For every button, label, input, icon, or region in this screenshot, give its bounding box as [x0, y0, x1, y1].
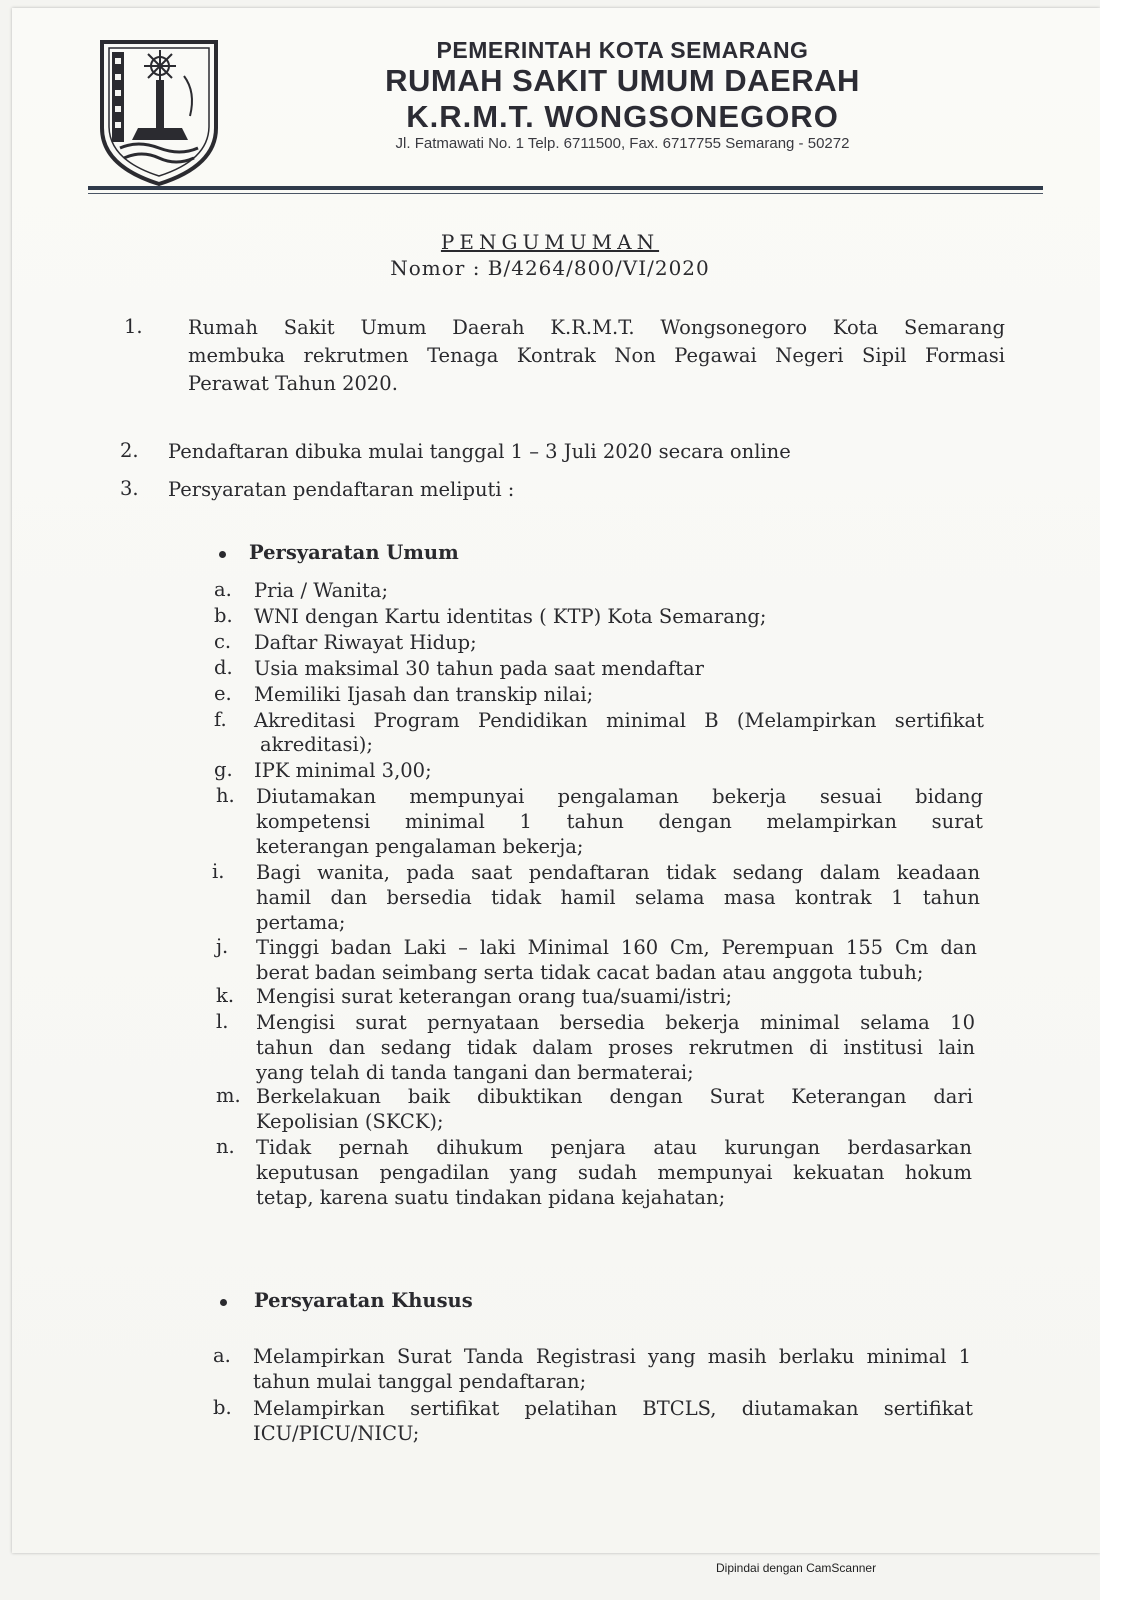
hospital-address: Jl. Fatmawati No. 1 Telp. 6711500, Fax. 6717755 Semarang - 50272	[395, 135, 850, 152]
announcement-title: PENGUMUMAN	[440, 230, 660, 254]
requirement-line: Mengisi surat keterangan orang tua/suami/istri;	[256, 985, 733, 1008]
special-requirements-heading: Persyaratan Khusus	[254, 1289, 473, 1312]
item-letter: g.	[214, 758, 233, 781]
point-number: 2.	[120, 439, 139, 462]
item-letter: e.	[214, 682, 232, 705]
announcement-number: Nomor : B/4264/800/VI/2020	[390, 256, 710, 280]
requirement-line: Tidak pernah dihukum penjara atau kurungan berdasarkan	[256, 1136, 972, 1159]
requirement-line: hamil dan bersedia tidak hamil selama masa kontrak 1 tahun	[256, 886, 980, 909]
requirement-line: Berkelakuan baik dibuktikan dengan Surat Keterangan dari	[256, 1085, 973, 1108]
requirement-line: Memiliki Ijasah dan transkip nilai;	[254, 683, 594, 706]
requirement-line: Bagi wanita, pada saat pendaftaran tidak sedang dalam keadaan	[256, 861, 980, 884]
page-edge	[1100, 0, 1130, 1600]
point-number: 3.	[120, 477, 139, 500]
requirement-line: ICU/PICU/NICU;	[253, 1422, 420, 1445]
letterhead-rule-thin	[88, 193, 1043, 194]
requirement-line: Kepolisian (SKCK);	[256, 1110, 444, 1133]
item-letter: d.	[214, 656, 233, 679]
hospital-type: RUMAH SAKIT UMUM DAERAH	[385, 63, 860, 98]
requirement-line: keputusan pengadilan yang sudah mempunyai kekuatan hokum	[256, 1161, 972, 1184]
item-letter: i.	[212, 860, 225, 883]
item-letter: a.	[214, 578, 232, 601]
requirement-line: Akreditasi Program Pendidikan minimal B (Melampirkan sertifikat	[254, 709, 984, 732]
requirement-line: tahun mulai tanggal pendaftaran;	[253, 1370, 587, 1393]
requirement-line: kompetensi minimal 1 tahun dengan melampirkan surat	[256, 810, 983, 833]
item-letter: f.	[214, 708, 227, 731]
requirement-line: tahun dan sedang tidak dalam proses rekrutmen di institusi lain	[256, 1036, 975, 1059]
item-letter: n.	[216, 1135, 235, 1158]
point-number: 1.	[124, 315, 143, 338]
requirement-line: Melampirkan Surat Tanda Registrasi yang masih berlaku minimal 1	[253, 1345, 971, 1368]
general-requirements-heading: Persyaratan Umum	[249, 541, 459, 564]
point-3-text: Persyaratan pendaftaran meliputi :	[168, 478, 515, 501]
scanner-watermark: Dipindai dengan CamScanner	[716, 1561, 877, 1575]
requirement-line: pertama;	[256, 911, 346, 934]
requirement-line: yang telah di tanda tangani dan bermaterai;	[256, 1061, 694, 1084]
point-1-line-3: Perawat Tahun 2020.	[188, 372, 398, 395]
requirement-line: Daftar Riwayat Hidup;	[254, 631, 477, 654]
item-letter: c.	[214, 630, 232, 653]
item-letter: m.	[216, 1084, 241, 1107]
city-emblem-logo	[98, 36, 220, 188]
letterhead-rule-thick	[88, 186, 1043, 190]
point-1-line-1: Rumah Sakit Umum Daerah K.R.M.T. Wongsonegoro Kota Semarang	[188, 316, 1005, 339]
requirement-line: IPK minimal 3,00;	[254, 759, 432, 782]
hospital-name: K.R.M.T. WONGSONEGORO	[406, 99, 839, 134]
point-2-text: Pendaftaran dibuka mulai tanggal 1 – 3 Juli 2020 secara online	[168, 440, 791, 463]
item-letter: j.	[216, 935, 229, 958]
requirement-line: Mengisi surat pernyataan bersedia bekerja minimal selama 10	[256, 1011, 975, 1034]
item-letter: l.	[216, 1010, 229, 1033]
government-name: PEMERINTAH KOTA SEMARANG	[436, 37, 809, 63]
requirement-line: Melampirkan sertifikat pelatihan BTCLS, diutamakan sertifikat	[253, 1397, 973, 1420]
requirement-line: berat badan seimbang serta tidak cacat badan atau anggota tubuh;	[256, 961, 924, 984]
requirement-line: akreditasi);	[260, 733, 373, 756]
item-letter: a.	[213, 1344, 231, 1367]
requirement-line: WNI dengan Kartu identitas ( KTP) Kota Semarang;	[254, 605, 767, 628]
requirement-line: tetap, karena suatu tindakan pidana kejahatan;	[256, 1186, 726, 1209]
item-letter: k.	[216, 984, 235, 1007]
bullet-icon	[219, 551, 226, 558]
item-letter: b.	[214, 604, 233, 627]
requirement-line: Usia maksimal 30 tahun pada saat mendaftar	[254, 657, 704, 680]
requirement-line: keterangan pengalaman bekerja;	[256, 835, 584, 858]
requirement-line: Pria / Wanita;	[254, 579, 389, 602]
requirement-line: Diutamakan mempunyai pengalaman bekerja sesuai bidang	[256, 785, 983, 808]
bullet-icon	[220, 1299, 227, 1306]
item-letter: b.	[213, 1396, 232, 1419]
item-letter: h.	[216, 784, 235, 807]
point-1-line-2: membuka rekrutmen Tenaga Kontrak Non Pegawai Negeri Sipil Formasi	[188, 344, 1005, 367]
requirement-line: Tinggi badan Laki – laki Minimal 160 Cm, Perempuan 155 Cm dan	[256, 936, 977, 959]
